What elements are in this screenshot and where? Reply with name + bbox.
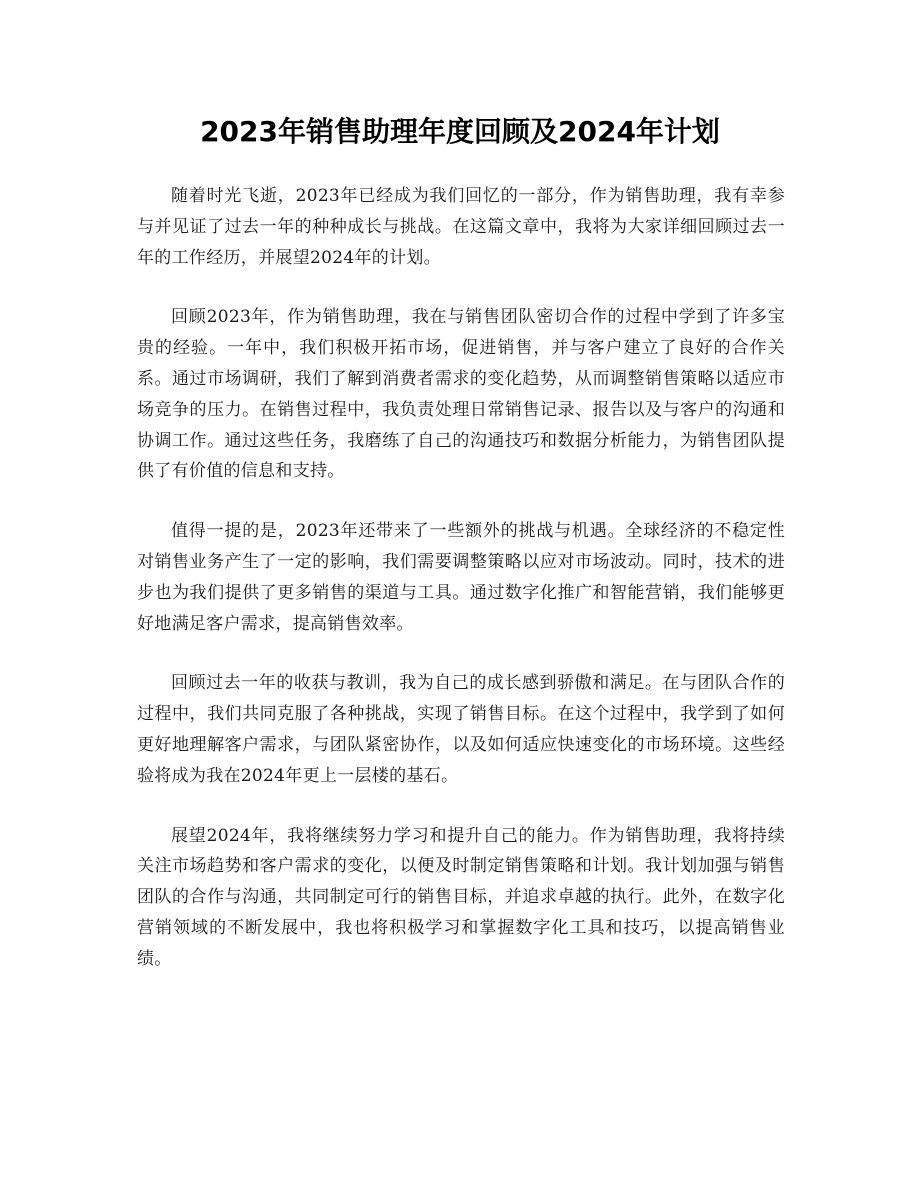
- paragraph: 值得一提的是，2023年还带来了一些额外的挑战与机遇。全球经济的不稳定性对销售业务产生了一定的影响，我们需要调整策略以应对市场波动。同时，技术的进步也为我们提供了更多销售的渠道与工具。通过数字化推广和智能营销，我们能够更好地满足客户需求，提高销售效率。: [137, 521, 785, 634]
- document-body: [137, 181, 785, 1004]
- paragraph: 展望2024年，我将继续努力学习和提升自己的能力。作为销售助理，我将持续关注市场趋势和客户需求的变化，以便及时制定销售策略和计划。我计划加强与销售团队的合作与沟通，共同制定可行的销售目标，并追求卓越的执行。此外，在数字化营销领域的不断发展中，我也将积极学习和掌握数字化工具和技巧，以提高销售业绩。: [137, 825, 785, 969]
- paragraph: 回顾过去一年的收获与教训，我为自己的成长感到骄傲和满足。在与团队合作的过程中，我们共同克服了各种挑战，实现了销售目标。在这个过程中，我学到了如何更好地理解客户需求，与团队紧密协作，以及如何适应快速变化的市场环境。这些经验将成为我在2024年更上一层楼的基石。: [137, 673, 785, 786]
- paragraph: 随着时光飞逝，2023年已经成为我们回忆的一部分，作为销售助理，我有幸参与并见证了过去一年的种种成长与挑战。在这篇文章中，我将为大家详细回顾过去一年的工作经历，并展望2024年的计划。: [137, 186, 785, 268]
- paragraph: 回顾2023年，作为销售助理，我在与销售团队密切合作的过程中学到了许多宝贵的经验。一年中，我们积极开拓市场，促进销售，并与客户建立了良好的合作关系。通过市场调研，我们了解到消费者需求的变化趋势，从而调整销售策略以适应市场竞争的压力。在销售过程中，我负责处理日常销售记录、报告以及与客户的沟通和协调工作。通过这些任务，我磨练了自己的沟通技巧和数据分析能力，为销售团队提供了有价值的信息和支持。: [137, 307, 785, 482]
- document-title: 2023年销售助理年度回顾及2024年计划: [200, 115, 720, 148]
